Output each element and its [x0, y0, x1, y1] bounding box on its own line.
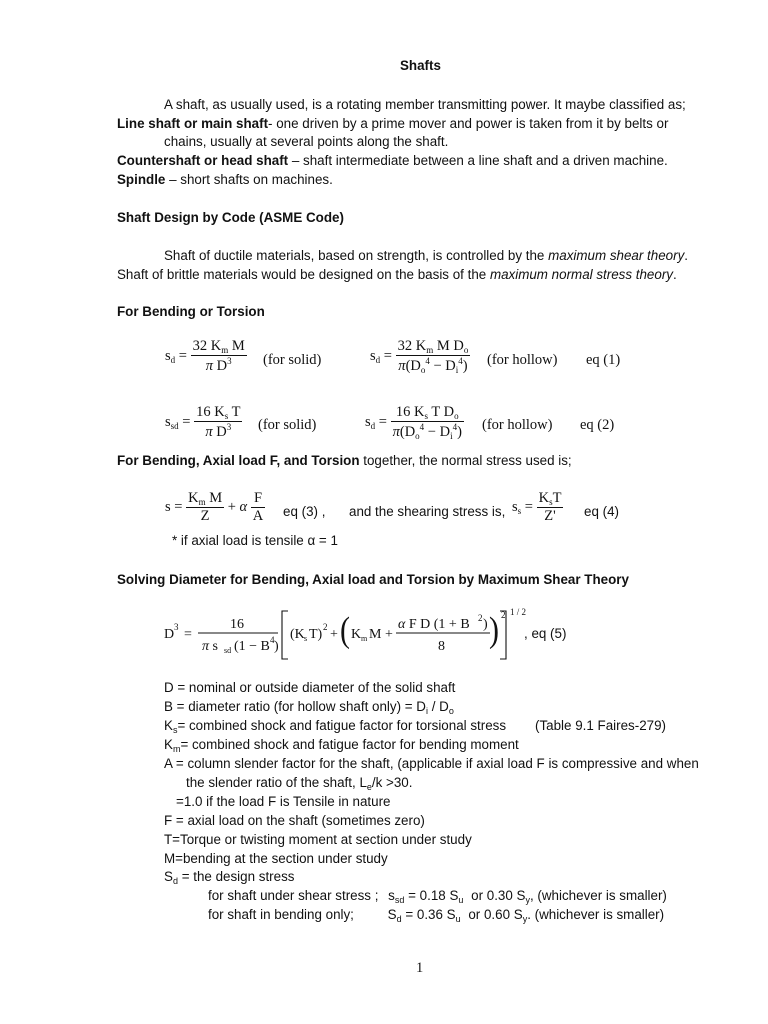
text-span: for shaft under shear stress ;	[208, 888, 379, 903]
svg-text:α F D (1 + B: α F D (1 + B	[398, 617, 470, 632]
shear-stress-text: and the shearing stress is,	[349, 504, 506, 519]
svg-text:): )	[489, 609, 499, 651]
glossary-F: F = axial load on the shaft (sometimes zero)	[164, 813, 425, 828]
svg-text:K: K	[351, 627, 362, 642]
glossary-Ks-ref: (Table 9.1 Faires-279)	[535, 718, 666, 733]
intro-text: A shaft, as usually used, is a rotating member transmitting power. It maybe classified as;	[164, 97, 686, 112]
svg-text:T): T)	[309, 627, 323, 642]
equation-number-3: eq (3) ,	[283, 504, 326, 519]
fraction: $\frac{K_m M}{Z}$	[188, 490, 223, 524]
glossary-A: A = column slender factor for the shaft, (applicable if axial load F is compressive and when	[164, 756, 699, 771]
text-span: = 0.36 S	[405, 907, 456, 922]
text-span: . (whichever is smaller)	[527, 907, 665, 922]
italic-term: maximum normal stress theory	[489, 267, 673, 282]
svg-text:m: m	[361, 634, 368, 643]
svg-text:3: 3	[174, 622, 179, 632]
equation-5	[160, 603, 560, 665]
def-text: – shaft intermediate between a line shaft and a driven machine.	[288, 153, 668, 168]
svg-text:): )	[483, 617, 488, 632]
svg-text:(1 − B: (1 − B	[234, 639, 270, 654]
svg-text:2: 2	[478, 613, 483, 623]
glossary-M: M=bending at the section under study	[164, 851, 388, 866]
section-heading-combined	[117, 452, 572, 469]
svg-text:s: s	[304, 634, 308, 643]
svg-text:+: +	[330, 627, 338, 642]
def-text: - one driven by a prime mover and power is taken from it by belts or	[268, 116, 669, 131]
text-span: Shaft of ductile materials, based on strength, is controlled by the	[164, 248, 549, 263]
section-heading-solving: Solving Diameter for Bending, Axial load and Torsion by Maximum Shear Theory	[117, 572, 629, 587]
text-span: = combined shock and fatigue factor for torsional stress	[177, 718, 507, 733]
def-line-shaft-cont: chains, usually at several points along the shaft.	[164, 134, 449, 149]
glossary-A-cont: the slender ratio of the shaft, $L_e/k >30$.	[186, 775, 413, 792]
fraction: $\frac{K_sT}{Z'}$	[538, 490, 562, 524]
svg-text:π s: π s	[202, 639, 218, 654]
svg-text:): )	[274, 639, 279, 654]
text-span: B = diameter ratio (for hollow shaft only) = D	[164, 699, 426, 714]
svg-text:(: (	[340, 609, 350, 651]
label-solid: (for solid)	[263, 352, 322, 368]
equation-number-4: eq (4)	[584, 504, 619, 519]
text-span: .	[684, 248, 689, 263]
section-heading-bending-torsion: For Bending or Torsion	[117, 304, 265, 319]
text-span: together, the normal stress used is;	[359, 453, 572, 468]
equation-4: $s_s$ = $\frac{K_sT}{Z'}$	[512, 490, 562, 524]
design-stress-shear: for shaft under shear stress ; $s_{sd} = 0.18$ $S_u$ or 0.30 $S_y$, (whichever is smaller)	[208, 888, 667, 905]
glossary-Sd: $S_d$ = the design stress	[164, 869, 295, 886]
glossary-Ks: $K_s=$ combined shock and fatigue factor for torsional stress	[164, 718, 507, 735]
def-term: Line shaft or main shaft	[117, 116, 269, 131]
glossary-D: D = nominal or outside diameter of the solid shaft	[164, 680, 456, 695]
text-span: or 0.60 S	[468, 907, 523, 922]
text-span: = the design stress	[181, 869, 295, 884]
page-title: Shafts	[400, 58, 441, 73]
svg-text:=: =	[184, 627, 192, 642]
text-span: for shaft in bending only;	[208, 907, 354, 922]
glossary-T: T=Torque or twisting moment at section under study	[164, 832, 472, 847]
glossary-A-tensile: =1.0 if the load F is Tensile in nature	[176, 794, 391, 809]
svg-text:8: 8	[438, 639, 445, 654]
equation-number-1: eq (1)	[586, 352, 621, 368]
text-span: = 0.18 S	[408, 888, 459, 903]
equation-number-5: , eq (5)	[524, 626, 567, 641]
fraction: $\frac{32 K_m M}{\pi D^3}$	[192, 338, 245, 374]
def-line-shaft	[117, 115, 668, 132]
svg-text:2: 2	[501, 610, 506, 620]
glossary-Km: $K_m=$ combined shock and fatigue factor for bending moment	[164, 737, 519, 754]
tensile-note: * if axial load is tensile α = 1	[172, 533, 338, 548]
equation-2-hollow: $s_d$ = $\frac{16 K_s T D_o}{\pi(D_o^4 - D_i^4)}$	[365, 404, 462, 441]
svg-text:sd: sd	[224, 646, 232, 655]
fraction: $\frac{16 K_s T}{\pi D^3}$	[196, 404, 241, 440]
svg-text:(K: (K	[290, 627, 305, 642]
fraction: $\frac{32 K_m M D_o}{\pi(D_o^4 - D_i^4)}$	[397, 338, 469, 375]
equation-2-solid: $s_{sd}$ = $\frac{16 K_s T}{\pi D^3}$	[165, 404, 241, 440]
text-span: or 0.30 S	[471, 888, 526, 903]
svg-text:16: 16	[230, 617, 244, 632]
glossary-B: B = diameter ratio (for hollow shaft only) = $D_i / D_o$	[164, 699, 454, 716]
label-hollow: (for hollow)	[487, 352, 558, 368]
label-hollow: (for hollow)	[482, 417, 553, 433]
equation-1-hollow: $s_d$ = $\frac{32 K_m M D_o}{\pi(D_o^4 - D_i^4)}$	[370, 338, 469, 375]
svg-text:1 / 2: 1 / 2	[510, 607, 527, 617]
def-spindle	[117, 171, 333, 188]
asme-para-1	[164, 247, 688, 264]
svg-text:2: 2	[323, 622, 328, 632]
svg-text:M +: M +	[369, 627, 393, 642]
page-number: 1	[416, 960, 424, 976]
def-text: – short shafts on machines.	[165, 172, 333, 187]
equation-number-2: eq (2)	[580, 417, 615, 433]
equation-3: s = $\frac{K_m M}{Z}$ + α $\frac{F}{A}$	[165, 490, 264, 524]
asme-para-2	[117, 266, 677, 283]
text-span: , (whichever is smaller)	[529, 888, 667, 903]
bold-text: For Bending, Axial load F, and Torsion	[117, 453, 360, 468]
section-heading-asme: Shaft Design by Code (ASME Code)	[117, 210, 344, 225]
text-span: Shaft of brittle materials would be designed on the basis of the	[117, 267, 490, 282]
text-span: .	[673, 267, 677, 282]
svg-text:D: D	[164, 627, 175, 642]
text-span: the slender ratio of the shaft, L	[186, 775, 367, 790]
text-span: /k >30.	[371, 775, 413, 790]
def-countershaft	[117, 152, 668, 169]
text-span: = combined shock and fatigue factor for bending moment	[180, 737, 519, 752]
fraction: $\frac{F}{A}$	[252, 490, 264, 524]
fraction: $\frac{16 K_s T D_o}{\pi(D_o^4 - D_i^4)}$	[392, 404, 462, 441]
italic-term: maximum shear theory	[548, 248, 685, 263]
def-term: Countershaft or head shaft	[117, 153, 289, 168]
svg-text:4: 4	[270, 635, 275, 645]
equation-1-solid: $s_d$ = $\frac{32 K_m M}{\pi D^3}$	[165, 338, 245, 374]
def-term: Spindle	[117, 172, 166, 187]
design-stress-bending: for shaft in bending only; $S_d = 0.36$ $S_u$ or 0.60 $S_y$. (whichever is smaller)	[208, 907, 665, 924]
label-solid: (for solid)	[258, 417, 317, 433]
